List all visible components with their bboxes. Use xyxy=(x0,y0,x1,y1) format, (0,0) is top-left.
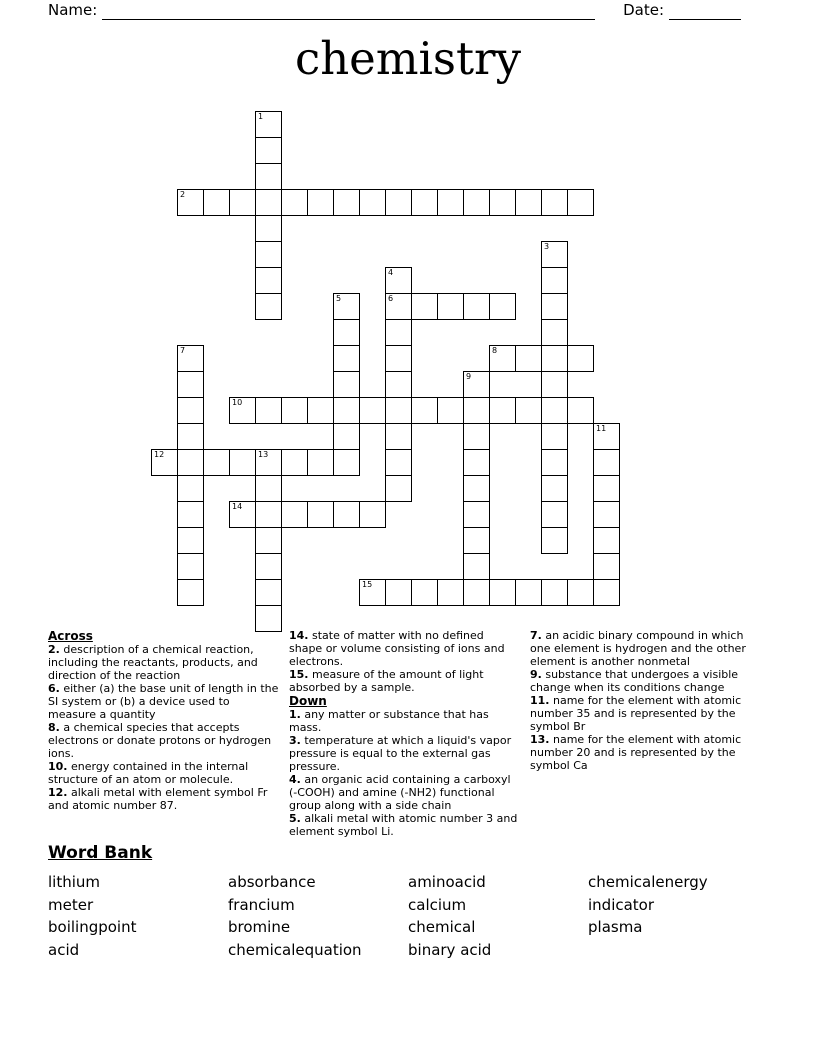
grid-cell[interactable] xyxy=(177,397,204,424)
grid-cell[interactable] xyxy=(541,189,568,216)
grid-cell[interactable] xyxy=(255,111,282,138)
grid-cell[interactable] xyxy=(255,579,282,606)
clue-number: 15. xyxy=(289,668,309,681)
grid-cell[interactable] xyxy=(255,137,282,164)
clue-number: 6. xyxy=(48,682,60,695)
word-bank-column-3 xyxy=(408,871,588,961)
clue-number: 8. xyxy=(48,721,60,734)
clue-number: 2. xyxy=(48,643,60,656)
grid-cell[interactable] xyxy=(255,527,282,554)
grid-cell[interactable] xyxy=(385,475,412,502)
grid-cell[interactable] xyxy=(437,189,464,216)
date-label: Date: xyxy=(623,1,664,19)
grid-cell[interactable] xyxy=(177,579,204,606)
grid-cell[interactable] xyxy=(593,527,620,554)
clue-number: 10. xyxy=(48,760,68,773)
clue: 1. any matter or substance that has mass. xyxy=(289,708,489,734)
grid-cell[interactable] xyxy=(177,449,204,476)
grid-cell[interactable] xyxy=(515,397,542,424)
grid-cell[interactable] xyxy=(333,345,360,372)
grid-cell[interactable] xyxy=(255,267,282,294)
grid-cell[interactable] xyxy=(281,501,308,528)
grid-cell[interactable] xyxy=(463,397,490,424)
grid-cell[interactable] xyxy=(151,449,178,476)
grid-cell[interactable] xyxy=(463,475,490,502)
clue: 12. alkali metal with element symbol Fr and atomic number 87. xyxy=(48,786,268,812)
grid-cell[interactable] xyxy=(177,345,204,372)
grid-cell[interactable] xyxy=(255,241,282,268)
puzzle-title: chemistry xyxy=(295,32,521,85)
clue-number: 12. xyxy=(48,786,68,799)
clue: 3. temperature at which a liquid's vapor pressure is equal to the external gas pressure. xyxy=(289,734,512,773)
grid-cell[interactable] xyxy=(307,189,334,216)
grid-cell[interactable] xyxy=(333,449,360,476)
grid-cell[interactable] xyxy=(333,423,360,450)
grid-cell[interactable] xyxy=(307,397,334,424)
cell-number: 14 xyxy=(232,502,243,511)
grid-cell[interactable] xyxy=(229,501,256,528)
cell-number: 13 xyxy=(258,450,269,459)
clue-number: 3. xyxy=(289,734,301,747)
grid-cell[interactable] xyxy=(385,319,412,346)
word-bank-section xyxy=(48,843,768,961)
word-bank-word: chemical xyxy=(408,918,476,937)
clue-number: 13. xyxy=(530,733,550,746)
word-bank-word: aminoacid xyxy=(408,873,486,891)
grid-cell[interactable] xyxy=(463,579,490,606)
grid-cell[interactable] xyxy=(359,501,386,528)
date-line[interactable] xyxy=(669,0,741,20)
grid-cell[interactable] xyxy=(177,371,204,398)
grid-cell[interactable] xyxy=(489,293,516,320)
grid-cell[interactable] xyxy=(333,397,360,424)
grid-cell[interactable] xyxy=(307,449,334,476)
grid-cell[interactable] xyxy=(593,501,620,528)
grid-cell[interactable] xyxy=(177,475,204,502)
grid-cell[interactable] xyxy=(177,553,204,580)
grid-cell[interactable] xyxy=(437,293,464,320)
grid-cell[interactable] xyxy=(177,527,204,554)
clue-column-3 xyxy=(530,629,761,838)
grid-cell[interactable] xyxy=(177,189,204,216)
cell-number: 11 xyxy=(596,424,607,433)
grid-cell[interactable] xyxy=(385,189,412,216)
grid-cell[interactable] xyxy=(463,553,490,580)
grid-cell[interactable] xyxy=(385,449,412,476)
grid-cell[interactable] xyxy=(541,501,568,528)
grid-cell[interactable] xyxy=(203,449,230,476)
clue: 4. an organic acid containing a carboxyl (-COOH) and amine (-NH2) functional group along with a side chain xyxy=(289,773,511,812)
grid-cell[interactable] xyxy=(359,189,386,216)
grid-cell[interactable] xyxy=(463,423,490,450)
grid-cell[interactable] xyxy=(255,163,282,190)
grid-cell[interactable] xyxy=(567,397,594,424)
word-bank-word: boilingpoint xyxy=(48,918,137,937)
grid-cell[interactable] xyxy=(463,371,490,398)
header-row xyxy=(48,1,741,20)
grid-cell[interactable] xyxy=(307,501,334,528)
grid-cell[interactable] xyxy=(255,475,282,502)
grid-cell[interactable] xyxy=(255,501,282,528)
grid-cell[interactable] xyxy=(203,189,230,216)
grid-cell[interactable] xyxy=(437,579,464,606)
grid-cell[interactable] xyxy=(385,579,412,606)
word-bank-word: calcium xyxy=(408,895,467,914)
grid-cell[interactable] xyxy=(255,293,282,320)
grid-cell[interactable] xyxy=(385,397,412,424)
grid-cell[interactable] xyxy=(255,605,282,632)
grid-cell[interactable] xyxy=(177,423,204,450)
clue: 8. a chemical species that accepts electrons or donate protons or hydrogen ions. xyxy=(48,721,272,760)
grid-cell[interactable] xyxy=(541,397,568,424)
grid-cell[interactable] xyxy=(385,293,412,320)
grid-cell[interactable] xyxy=(437,397,464,424)
grid-cell[interactable] xyxy=(463,501,490,528)
grid-cell[interactable] xyxy=(333,501,360,528)
grid-cell[interactable] xyxy=(411,579,438,606)
grid-cell[interactable] xyxy=(411,189,438,216)
clue-number: 14. xyxy=(289,629,309,642)
cell-number: 7 xyxy=(180,346,186,355)
clue: 15. measure of the amount of light absorbed by a sample. xyxy=(289,668,484,694)
word-bank-word: plasma xyxy=(588,918,643,937)
grid-cell[interactable] xyxy=(541,293,568,320)
cell-number: 6 xyxy=(388,294,394,303)
cell-number: 3 xyxy=(544,242,550,251)
grid-cell[interactable] xyxy=(463,293,490,320)
word-bank-word: binary acid xyxy=(408,940,492,959)
grid-cell[interactable] xyxy=(333,319,360,346)
clue: 11. name for the element with atomic number 35 and is represented by the symbol Br xyxy=(530,694,742,733)
grid-cell[interactable] xyxy=(177,501,204,528)
clue-number: 5. xyxy=(289,812,301,825)
clue: 7. an acidic binary compound in which one element is hydrogen and the other element is another nonmetal xyxy=(530,629,746,668)
grid-cell[interactable] xyxy=(489,579,516,606)
grid-cell[interactable] xyxy=(541,423,568,450)
grid-cell[interactable] xyxy=(593,553,620,580)
grid-cell[interactable] xyxy=(255,397,282,424)
grid-cell[interactable] xyxy=(593,475,620,502)
grid-cell[interactable] xyxy=(385,371,412,398)
word-bank-word: indicator xyxy=(588,895,655,914)
grid-cell[interactable] xyxy=(229,189,256,216)
grid-cell[interactable] xyxy=(489,189,516,216)
grid-cell[interactable] xyxy=(593,449,620,476)
grid-cell[interactable] xyxy=(541,241,568,268)
cell-number: 4 xyxy=(388,268,394,277)
cell-number: 10 xyxy=(232,398,243,407)
grid-cell[interactable] xyxy=(541,319,568,346)
name-line[interactable] xyxy=(102,0,595,20)
grid-cell[interactable] xyxy=(515,189,542,216)
word-bank-column-2 xyxy=(228,871,408,961)
clue-number: 11. xyxy=(530,694,550,707)
grid-cell[interactable] xyxy=(359,397,386,424)
grid-cell[interactable] xyxy=(463,527,490,554)
word-bank-word: bromine xyxy=(228,918,291,937)
clue: 10. energy contained in the internal structure of an atom or molecule. xyxy=(48,760,249,786)
grid-cell[interactable] xyxy=(255,449,282,476)
name-label: Name: xyxy=(48,1,98,19)
grid-cell[interactable] xyxy=(411,397,438,424)
grid-cell[interactable] xyxy=(541,345,568,372)
clue: 6. either (a) the base unit of length in the SI system or (b) a device used to measure a quantity xyxy=(48,682,279,721)
grid-cell[interactable] xyxy=(541,449,568,476)
grid-cell[interactable] xyxy=(281,449,308,476)
grid-cell[interactable] xyxy=(385,423,412,450)
cell-number: 2 xyxy=(180,190,186,199)
grid-cell[interactable] xyxy=(385,345,412,372)
word-bank-word: chemicalenergy xyxy=(588,873,708,891)
grid-cell[interactable] xyxy=(255,553,282,580)
grid-cell[interactable] xyxy=(359,579,386,606)
grid-cell[interactable] xyxy=(229,397,256,424)
clue-list-heading: Across xyxy=(48,629,93,643)
word-bank-word: absorbance xyxy=(228,873,316,891)
grid-cell[interactable] xyxy=(385,267,412,294)
word-bank-word: acid xyxy=(48,940,80,959)
clue: 13. name for the element with atomic number 20 and is represented by the symbol Ca xyxy=(530,733,742,772)
grid-cell[interactable] xyxy=(541,475,568,502)
cell-number: 8 xyxy=(492,346,498,355)
word-bank-column-4 xyxy=(588,871,768,961)
grid-cell[interactable] xyxy=(255,189,282,216)
word-bank-word: chemicalequation xyxy=(228,940,362,959)
grid-cell[interactable] xyxy=(489,345,516,372)
clue: 2. description of a chemical reaction, including the reactants, products, and direction of the reaction xyxy=(48,643,258,682)
grid-cell[interactable] xyxy=(567,189,594,216)
clue-number: 4. xyxy=(289,773,301,786)
grid-cell[interactable] xyxy=(593,579,620,606)
grid-cell[interactable] xyxy=(333,189,360,216)
grid-cell[interactable] xyxy=(515,579,542,606)
grid-cell[interactable] xyxy=(281,397,308,424)
grid-cell[interactable] xyxy=(541,527,568,554)
grid-cell[interactable] xyxy=(255,215,282,242)
grid-cell[interactable] xyxy=(463,189,490,216)
grid-cell[interactable] xyxy=(567,345,594,372)
word-bank-heading: Word Bank xyxy=(48,843,153,863)
clue-column-1 xyxy=(48,629,279,838)
grid-cell[interactable] xyxy=(567,579,594,606)
grid-cell[interactable] xyxy=(463,449,490,476)
grid-cell[interactable] xyxy=(333,293,360,320)
grid-cell[interactable] xyxy=(541,371,568,398)
grid-cell[interactable] xyxy=(411,293,438,320)
grid-cell[interactable] xyxy=(489,397,516,424)
clues-section xyxy=(48,629,761,838)
grid-cell[interactable] xyxy=(541,579,568,606)
cell-number: 1 xyxy=(258,112,264,121)
clue: 5. alkali metal with atomic number 3 and element symbol Li. xyxy=(289,812,518,838)
clue: 9. substance that undergoes a visible change when its conditions change xyxy=(530,668,739,694)
grid-cell[interactable] xyxy=(229,449,256,476)
grid-cell[interactable] xyxy=(333,371,360,398)
cell-number: 9 xyxy=(466,372,472,381)
grid-cell[interactable] xyxy=(515,345,542,372)
clue-column-2 xyxy=(289,629,520,838)
clue: 14. state of matter with no defined shape or volume consisting of ions and electrons. xyxy=(289,629,505,668)
word-bank-word: meter xyxy=(48,895,94,914)
cell-number: 15 xyxy=(362,580,373,589)
cell-number: 12 xyxy=(154,450,165,459)
cell-number: 5 xyxy=(336,294,342,303)
word-bank-word: francium xyxy=(228,895,295,914)
word-bank-columns xyxy=(48,871,768,961)
clue-number: 1. xyxy=(289,708,301,721)
word-bank-word: lithium xyxy=(48,873,101,891)
grid-cell[interactable] xyxy=(593,423,620,450)
word-bank-column-1 xyxy=(48,871,228,961)
grid-cell[interactable] xyxy=(281,189,308,216)
clue-number: 7. xyxy=(530,629,542,642)
clue-number: 9. xyxy=(530,668,542,681)
clue-list-heading: Down xyxy=(289,694,327,708)
grid-cell[interactable] xyxy=(541,267,568,294)
